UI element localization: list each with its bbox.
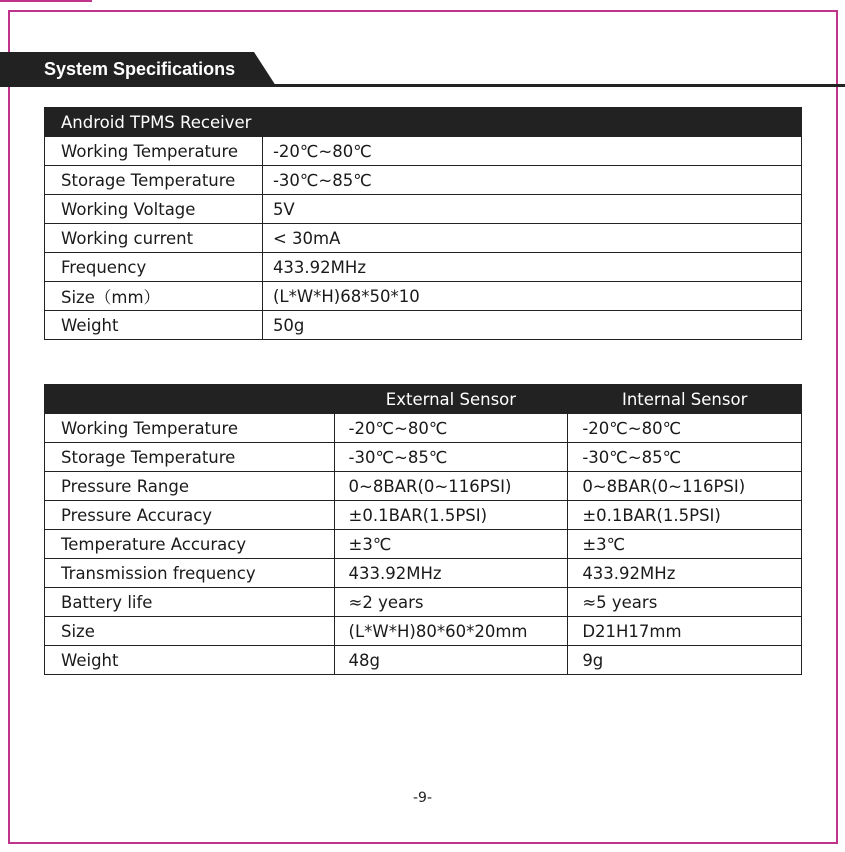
- spec-label: Storage Temperature: [45, 443, 335, 472]
- table-row: [45, 559, 802, 588]
- spec-label: Temperature Accuracy: [45, 530, 335, 559]
- corner-accent: [0, 0, 92, 2]
- table-row: [45, 646, 802, 675]
- table-row: [45, 282, 802, 311]
- internal-value: 433.92MHz: [568, 559, 802, 588]
- internal-value: -30℃~85℃: [568, 443, 802, 472]
- spec-label: Working Voltage: [45, 195, 263, 224]
- spec-label: Size（mm）: [45, 282, 263, 311]
- external-value: ±0.1BAR(1.5PSI): [334, 501, 568, 530]
- sensor-table-header: [45, 385, 802, 414]
- external-value: -20℃~80℃: [334, 414, 568, 443]
- external-value: ≈2 years: [334, 588, 568, 617]
- spec-label: Working Temperature: [45, 137, 263, 166]
- spec-label: Storage Temperature: [45, 166, 263, 195]
- column-header-external: External Sensor: [334, 385, 568, 414]
- internal-value: ±0.1BAR(1.5PSI): [568, 501, 802, 530]
- spec-value: (L*W*H)68*50*10: [262, 282, 801, 311]
- spec-label: Battery life: [45, 588, 335, 617]
- spec-label: Transmission frequency: [45, 559, 335, 588]
- section-rule: [0, 84, 845, 87]
- receiver-spec-table: [44, 107, 802, 340]
- spec-value: -30℃~85℃: [262, 166, 801, 195]
- table-row: [45, 443, 802, 472]
- spec-label: Working current: [45, 224, 263, 253]
- internal-value: 9g: [568, 646, 802, 675]
- spec-label: Size: [45, 617, 335, 646]
- table-row: [45, 530, 802, 559]
- section-header: [0, 52, 845, 88]
- table-row: [45, 224, 802, 253]
- spec-value: < 30mA: [262, 224, 801, 253]
- spec-label: Pressure Range: [45, 472, 335, 501]
- spec-label: Working Temperature: [45, 414, 335, 443]
- page-number: -9-: [412, 790, 432, 806]
- section-title: System Specifications: [44, 59, 236, 79]
- internal-value: D21H17mm: [568, 617, 802, 646]
- sensor-table-corner: [45, 385, 335, 414]
- sensor-spec-table: [44, 384, 802, 675]
- external-value: 0~8BAR(0~116PSI): [334, 472, 568, 501]
- spec-label: Weight: [45, 646, 335, 675]
- external-value: 433.92MHz: [334, 559, 568, 588]
- table-row: [45, 617, 802, 646]
- external-value: (L*W*H)80*60*20mm: [334, 617, 568, 646]
- spec-label: Weight: [45, 311, 263, 340]
- receiver-table-title: Android TPMS Receiver: [45, 108, 802, 137]
- external-value: -30℃~85℃: [334, 443, 568, 472]
- spec-value: -20℃~80℃: [262, 137, 801, 166]
- spec-value: 433.92MHz: [262, 253, 801, 282]
- table-row: [45, 414, 802, 443]
- table-row: [45, 137, 802, 166]
- table-row: [45, 195, 802, 224]
- spec-value: 5V: [262, 195, 801, 224]
- spec-label: Pressure Accuracy: [45, 501, 335, 530]
- external-value: 48g: [334, 646, 568, 675]
- table-row: [45, 166, 802, 195]
- spec-label: Frequency: [45, 253, 263, 282]
- table-row: [45, 501, 802, 530]
- external-value: ±3℃: [334, 530, 568, 559]
- spec-value: 50g: [262, 311, 801, 340]
- column-header-internal: Internal Sensor: [568, 385, 802, 414]
- internal-value: ±3℃: [568, 530, 802, 559]
- table-row: [45, 253, 802, 282]
- table-row: [45, 472, 802, 501]
- internal-value: 0~8BAR(0~116PSI): [568, 472, 802, 501]
- table-row: [45, 311, 802, 340]
- table-row: [45, 588, 802, 617]
- internal-value: -20℃~80℃: [568, 414, 802, 443]
- internal-value: ≈5 years: [568, 588, 802, 617]
- receiver-table-header: [45, 108, 802, 137]
